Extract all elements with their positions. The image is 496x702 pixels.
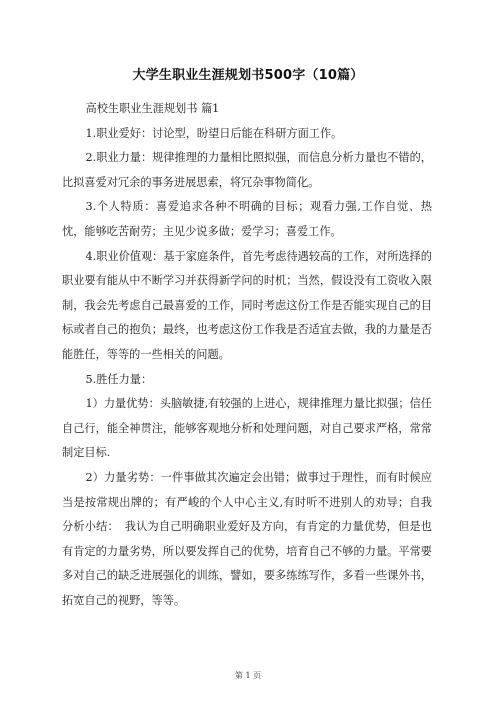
paragraph-interest: 1.职业爱好：讨论型，盼望日后能在科研方面工作。 <box>85 126 343 140</box>
paragraph-competency-heading: 5.胜任力量： <box>85 372 153 386</box>
document-title: 大学生职业生涯规划书500字（10篇） <box>132 68 364 83</box>
paragraph-values: 4.职业价值观：基于家庭条件，首先考虑待遇较高的工作，对所选择的职业要有能从中不断学习并获得新学问的时机；当然，假设没有工资收入限制，我会先考虑自己最喜爱的工作，同时考虑这份工作是否能实现自己的目标或者自己的抱负；最终，也考虑这份工作我是否适宜去做，我的力量是否能胜任，等等的一些相关的问题。 <box>62 249 432 361</box>
paragraph-weaknesses: 2）力量劣势：一件事做其次遍定会出错；做事过于理性，而有时候应当是按常规出牌的；有严峻的个人中心主义,有时听不进别人的劝导；自我分析小结： 我认为自己明确职业爱好及方向，有肯定的力量优势，但是也有肯定的力量劣势，所以要发挥自己的优势，培育自己不够的力量。平常要多对自己的缺乏进展强化的训练，譬如，要多练练写作，多看一些课外书，拓宽自己的视野，等等。 <box>62 470 432 607</box>
page-number: 第 1 页 <box>234 671 262 680</box>
section-subtitle: 高校生职业生涯规划书 篇1 <box>85 102 220 115</box>
paragraph-traits: 3.个人特质：喜爱追求各种不明确的目标；观看力强,工作自觉、热忱，能够吃苦耐劳；主见少说多做；爱学习；喜爱工作。 <box>62 200 432 238</box>
paragraph-ability: 2.职业力量：规律推理的力量相比照拟强，而信息分析力量也不错的，比拟喜爱对冗余的事务进展思索，将冗杂事物简化。 <box>62 151 432 189</box>
paragraph-strengths: 1）力量优势：头脑敏捷,有较强的上进心，规律推理力量比拟强；信任自己行，能全神贯注，能够客观地分析和处理问题，对自己要求严格，常常制定目标. <box>62 397 432 460</box>
document-body <box>62 97 432 613</box>
